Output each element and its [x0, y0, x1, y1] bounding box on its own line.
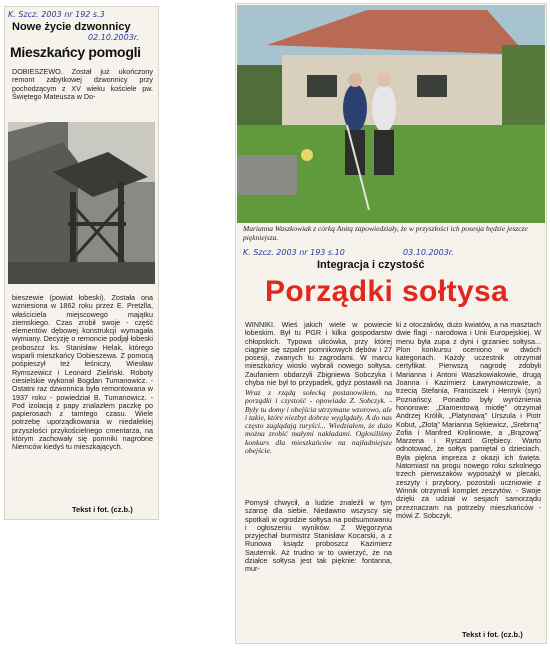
handwritten-date: 03.10.2003r.	[403, 248, 454, 257]
article-lead: DOBIESZEWO. Został już ukończony remont zabytkowej dzwonnicy przy pochodzącym z XV wieku kościele pw. Świętego Mateusza w Do-	[12, 68, 153, 101]
garden-photo	[237, 5, 545, 223]
handwritten-reference: K. Szcz. 2003 nr 193 s.10	[243, 248, 345, 257]
article-signature: Tekst i fot. (cz.b.)	[462, 630, 523, 639]
handwritten-date: 02.10.2003r.	[88, 33, 139, 42]
article-kicker: Nowe życie dzwonnicy	[12, 21, 131, 33]
article-col1-intro: WINNIKI. Wieś jakich wiele w powiecie łobeskim. Był tu PGR i kilka gospodarstw chłopskich. Typowa ulicówka, przy której ciągnie się szpaler pomnikowych dębów i 27 posesji, zwanych tu zagrodami. W marcu mieszkańcy wioski wybrali nowego sołtysa. Zaufaniem obdarzyli Zbigniewa Sobczyka i chyba nie był to przypadek, gdyż postawili na	[245, 321, 392, 387]
article-headline: Porządki sołtysa	[265, 275, 509, 308]
handwritten-reference: K. Szcz. 2003 nr 192 s.3	[8, 10, 105, 19]
clipping-right	[235, 3, 547, 644]
belfry-photo	[8, 122, 155, 284]
article-kicker: Integracja i czystość	[317, 259, 425, 271]
clipping-left	[4, 6, 159, 520]
article-col2: ki z otoczaków, dużo kwiatów, a na masztach dwie flagi - narodowa i Unii Europejskiej. W menu była zupa z dyni i grzaniec sołtysa... Plon konkursu oceniono w dwóch kategoriach. Każdy uczestnik otrzymał certyfikat. Pierwszą nagrodę zdobyli Marianna i Antoni Waszkowiakowie, drugą Joanna i Kazimierz Ławrynowiczowie, a trzecią Stefania, Franciszek i Henryk (syn) Poznańscy. Ponadto były wyróżnienia honorowe: „Diamentową miotłę" otrzymał Andrzej Królik, „Platynową" Urszula i Piotr Kobut, „Złotą" Marianna Sękiewicz, „Srebrną" Zofia i Manfred Krolinowie, a „Brązową" Marzena i Ryszard Grębiecy. Warto odnotować, że sołtys pamiętał o dzieciach. Była piękna impreza z okazji ich święta. Natomiast na progu nowego roku szkolnego trzech pierwszaków wyposażył w plecaki, zeszyty i przybory, pozostali uczniowie z Winnik otrzymali komplet zeszytów. - Swoje dzięki za udział w sesjach samorządu przeznaczam na potrzeby mieszkańców - mówi Z. Sobczyk.	[396, 321, 541, 520]
article-col1-quote: Wraz z rządą sołecką postanowiłem, na porządki i czystość - opowiada Z. Sobczyk. - Były tu domy i obejścia utrzymane wzorowo, ale i takie, które niezbyt dobrze wyglądały. A do nas często zaglądają turyści... Wiedziałem, że dużo można zrobić małymi nakładami. Ogłosiliśmy konkurs dla mieszkańców na najładniejsze obejście.	[245, 389, 392, 456]
article-headline: Mieszkańcy pomogli	[10, 44, 141, 60]
article-signature: Tekst i fot. (cz.b.)	[72, 505, 133, 514]
article-col1-rest: Pomysł chwycił, a ludzie znaleźli w tym szansę dla siebie. Niedawno wszyscy się spotkali w ogrodzie sołtysa na podsumowaniu i ogłoszeniu wyników. Z Węgorzyna przyjechał burmistrz Stanisław Kocarski, a z Runowa ksiądz proboszcz Kazimierz Sauternik. Aż trudno w to uwierzyć, że na działce sołtysa jest tak pięknie: fontanna, mur-	[245, 499, 392, 574]
article-body: bieszewie (powiat łobeski). Została ona wzniesiona w 1862 roku przez E. Pretzlla, właściciela miejscowego majątku ziemskiego. Czas zrobił swoje - część elementów dębowej konstrukcji wymagała wymiany. Decyzję o remoncie podjął łobeski proboszcz ks. Stanisław Helak, którego wsparli mieszkańcy Dobieszewa. Z pomocą pośpieszył też leśniczy, Wiesław Rymszewicz i Leonard Zieliński. Roboty ciesielskie wykonał Bogdan Tumanowicz. - Ostatni raz dzwonnica była remontowana w 1937 roku - powiedział B. Tumanowicz. - Pod izolacją z papy znalazłem paczkę po papierosach z tamtego czasu. Wiele potrzebę uporządkowania w niedalekiej przyszłości przykościelnego cmentarza, na którym zachowały się pomniki nagrobne Niemców kiedyś tu mieszkających.	[12, 294, 153, 452]
photo-caption: Marianna Waszkowiak z córką Anitą zapowiedziały, że w przyszłości ich posesja będzie jeszcze piękniejsza.	[243, 224, 528, 242]
